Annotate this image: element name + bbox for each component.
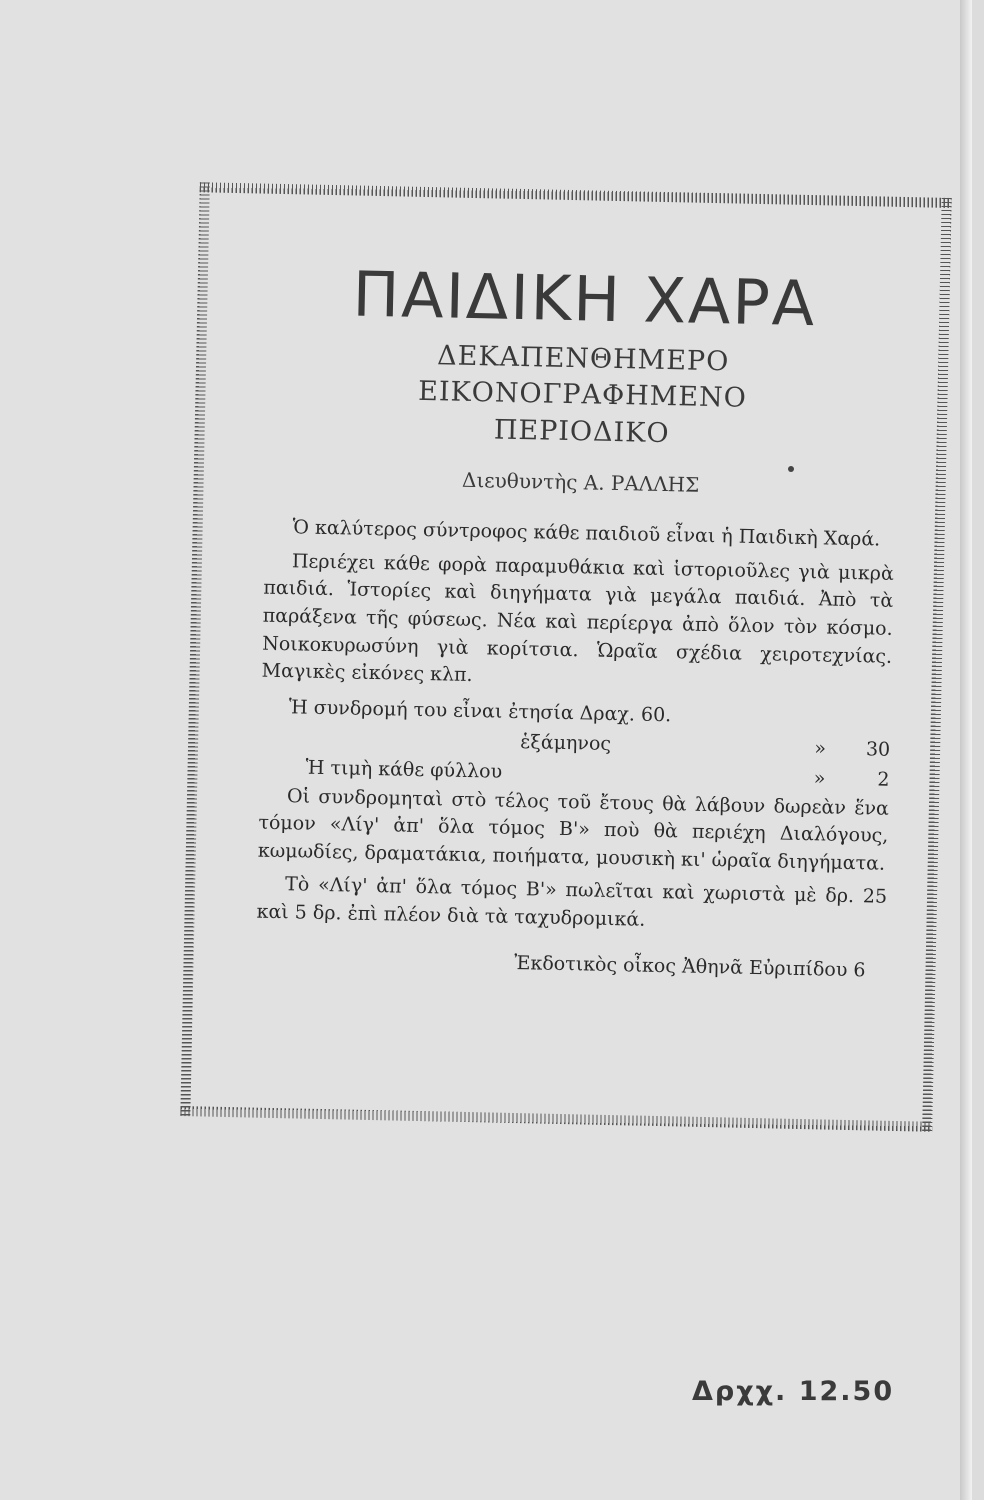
magazine-subtitle-line1: ΔΕΚΑΠΕΝΘΗΜΕΡΟ ΕΙΚΟΝΟΓΡΑΦΗΜΕΝΟ	[417, 340, 748, 415]
ditto-mark: »	[813, 767, 826, 790]
frame-rule-left	[180, 182, 210, 1116]
page-edge	[960, 0, 972, 1500]
cover-price: Δρχχ. 12.50	[692, 1376, 895, 1407]
intro-paragraph: Ὁ καλύτερος σύντροφος κάθε παιδιοῦ εἶναι ἡ Παιδικὴ Χαρά.	[292, 516, 881, 551]
advertisement-content	[255, 256, 900, 1001]
price-label: ἑξάμηνος	[519, 731, 612, 755]
director-line: Διευθυντὴς Α. ΡΑΛΛΗΣ	[461, 468, 700, 498]
advertisement-frame	[180, 182, 951, 1132]
magazine-subtitle-line2: ΠΕΡΙΟΔΙΚΟ	[493, 414, 670, 449]
contents-paragraph: Περιέχει κάθε φορὰ παραμυθάκια καὶ ἱστοριοῦλες γιὰ μικρὰ παιδιά. Ἱστορίες καὶ διηγήματα γιὰ μεγάλα παιδιά. Ἀπὸ τὰ παράξενα τῆς φύσεως. Νέα καὶ περίεργα ἀπὸ ὅλον τὸν κόσμο. Νοικοκυρωσύνη γιὰ κορίτσια. Ὡραῖα σχέδια χειροτεχνίας. Μαγικὲς εἰκόνες κλπ.	[261, 550, 895, 687]
ink-dot	[788, 466, 794, 472]
frame-rule-top	[200, 182, 952, 208]
price-label: Ἡ τιμὴ κάθε φύλλου	[305, 756, 503, 784]
subscribers-paragraph: Οἱ συνδρομηταὶ στὸ τέλος τοῦ ἔτους θὰ λάβουν δωρεὰν ἕνα τόμον «Λίγ' ἀπ' ὅλα τόμος Β'» ποὺ θὰ περιέχη Διαλόγους, κωμωδίες, δραματάκια, ποιήματα, μουσικὴ κι' ὡραῖα διηγήματα.	[257, 784, 890, 875]
price-value: 2	[877, 768, 890, 792]
frame-rule-bottom	[180, 1106, 932, 1132]
publisher-line: Ἐκδοτικὸς οἶκος Ἀθηνᾶ Εὐριπίδου 6	[514, 951, 866, 981]
price-value: 30	[865, 738, 891, 761]
separate-sale-paragraph: Τὸ «Λίγ' ἀπ' ὅλα τόμος Β'» πωλεῖται καὶ χωριστὰ μὲ δρ. 25 καὶ 5 δρ. ἐπὶ πλέον διὰ τὰ ταχυδρομικά.	[256, 873, 888, 931]
frame-rule-right	[922, 198, 952, 1132]
price-label: Ἡ συνδρομή του εἶναι ἐτησία Δραχ. 60.	[288, 695, 672, 726]
magazine-title: ΠΑΙΔΙΚΗ ΧΑΡΑ	[351, 257, 818, 341]
ditto-mark: »	[814, 737, 827, 760]
